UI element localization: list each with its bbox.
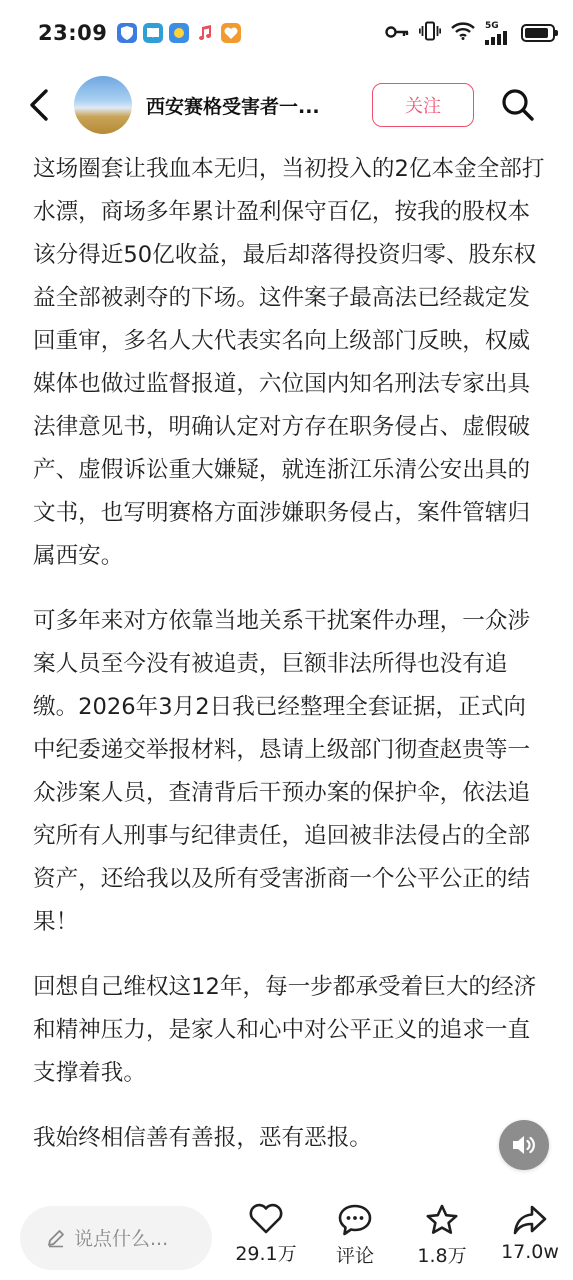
- article-paragraph: 可多年来对方依靠当地关系干扰案件办理，一众涉案人员至今没有被追责，巨额非法所得也没有追缴。2026年3月2日我已经整理全套证据，正式向中纪委递交举报材料，恳请上级部门彻查赵贵等一众涉案人员，查清背后干预办案的保护伞，依法追究所有人刑事与纪律责任，追回被非法侵占的全部资产，还给我以及所有受害浙商一个公平公正的结果！: [33, 608, 531, 935]
- vibrate-icon: [419, 21, 441, 45]
- top-nav-bar: [0, 66, 573, 144]
- book-app-icon: [143, 23, 163, 43]
- comment-bubble-icon: [337, 1203, 373, 1237]
- sound-toggle-button[interactable]: [499, 1120, 549, 1170]
- follow-button[interactable]: 关注: [372, 83, 474, 127]
- search-icon: [501, 88, 535, 122]
- article-paragraph: 回想自己维权这12年，每一步都承受着巨大的经济和精神压力，是家人和心中对公平正义的追求一直支撑着我。: [33, 974, 537, 1086]
- comment-input[interactable]: [20, 1206, 212, 1270]
- signal-icon: [485, 22, 511, 45]
- account-avatar[interactable]: [74, 76, 132, 134]
- share-count: 17.0w: [501, 1241, 559, 1263]
- like-button[interactable]: [226, 1195, 306, 1280]
- article-paragraph: 这场圈套让我血本无归，当初投入的2亿本金全部打水漂，商场多年累计盈利保守百亿，按我的股权本该分得近50亿收益，最后却落得投资归零、股东权益全部被剥夺的下场。这件案子最高法已经裁定发回重审，多名人大代表实名向上级部门反映，权威媒体也做过监督报道，六位国内知名刑法专家出具法律意见书，明确认定对方存在职务侵占、虚假破产、虚假诉讼重大嫌疑，就连浙江乐清公安出具的文书，也写明赛格方面涉嫌职务侵占，案件管辖归属西安。: [33, 156, 545, 569]
- share-button[interactable]: [490, 1195, 570, 1280]
- comment-placeholder: 说点什么...: [74, 1228, 169, 1250]
- status-bar: [0, 0, 573, 66]
- key-icon: [385, 24, 409, 43]
- search-button[interactable]: [498, 85, 538, 125]
- weather-app-icon: [169, 23, 189, 43]
- favorite-count: 1.8万: [417, 1245, 467, 1267]
- status-time: 23:09: [38, 21, 108, 45]
- heart-icon: [248, 1203, 284, 1235]
- speaker-icon: [511, 1134, 537, 1156]
- wifi-icon: [451, 22, 475, 44]
- comment-label: 评论: [335, 1245, 374, 1267]
- music-icon: [195, 23, 215, 43]
- pencil-icon: [46, 1228, 66, 1248]
- article-paragraph: 我始终相信善有善报，恶有恶报。: [33, 1125, 372, 1151]
- chevron-left-icon: [27, 88, 49, 122]
- star-icon: [424, 1203, 460, 1237]
- bottom-action-bar: [0, 1195, 573, 1280]
- battery-icon: [521, 24, 555, 42]
- like-count: 29.1万: [235, 1243, 297, 1265]
- notification-icons: [117, 23, 241, 43]
- shield-app-icon: [117, 23, 137, 43]
- account-title[interactable]: 西安赛格受害者一...: [146, 95, 320, 118]
- network-type-label: 5G: [485, 20, 499, 31]
- favorite-button[interactable]: [402, 1195, 482, 1280]
- back-button[interactable]: [18, 85, 58, 125]
- comment-button[interactable]: [315, 1195, 395, 1280]
- share-arrow-icon: [512, 1203, 548, 1237]
- article-body: [33, 148, 545, 1182]
- heart-app-icon: [221, 23, 241, 43]
